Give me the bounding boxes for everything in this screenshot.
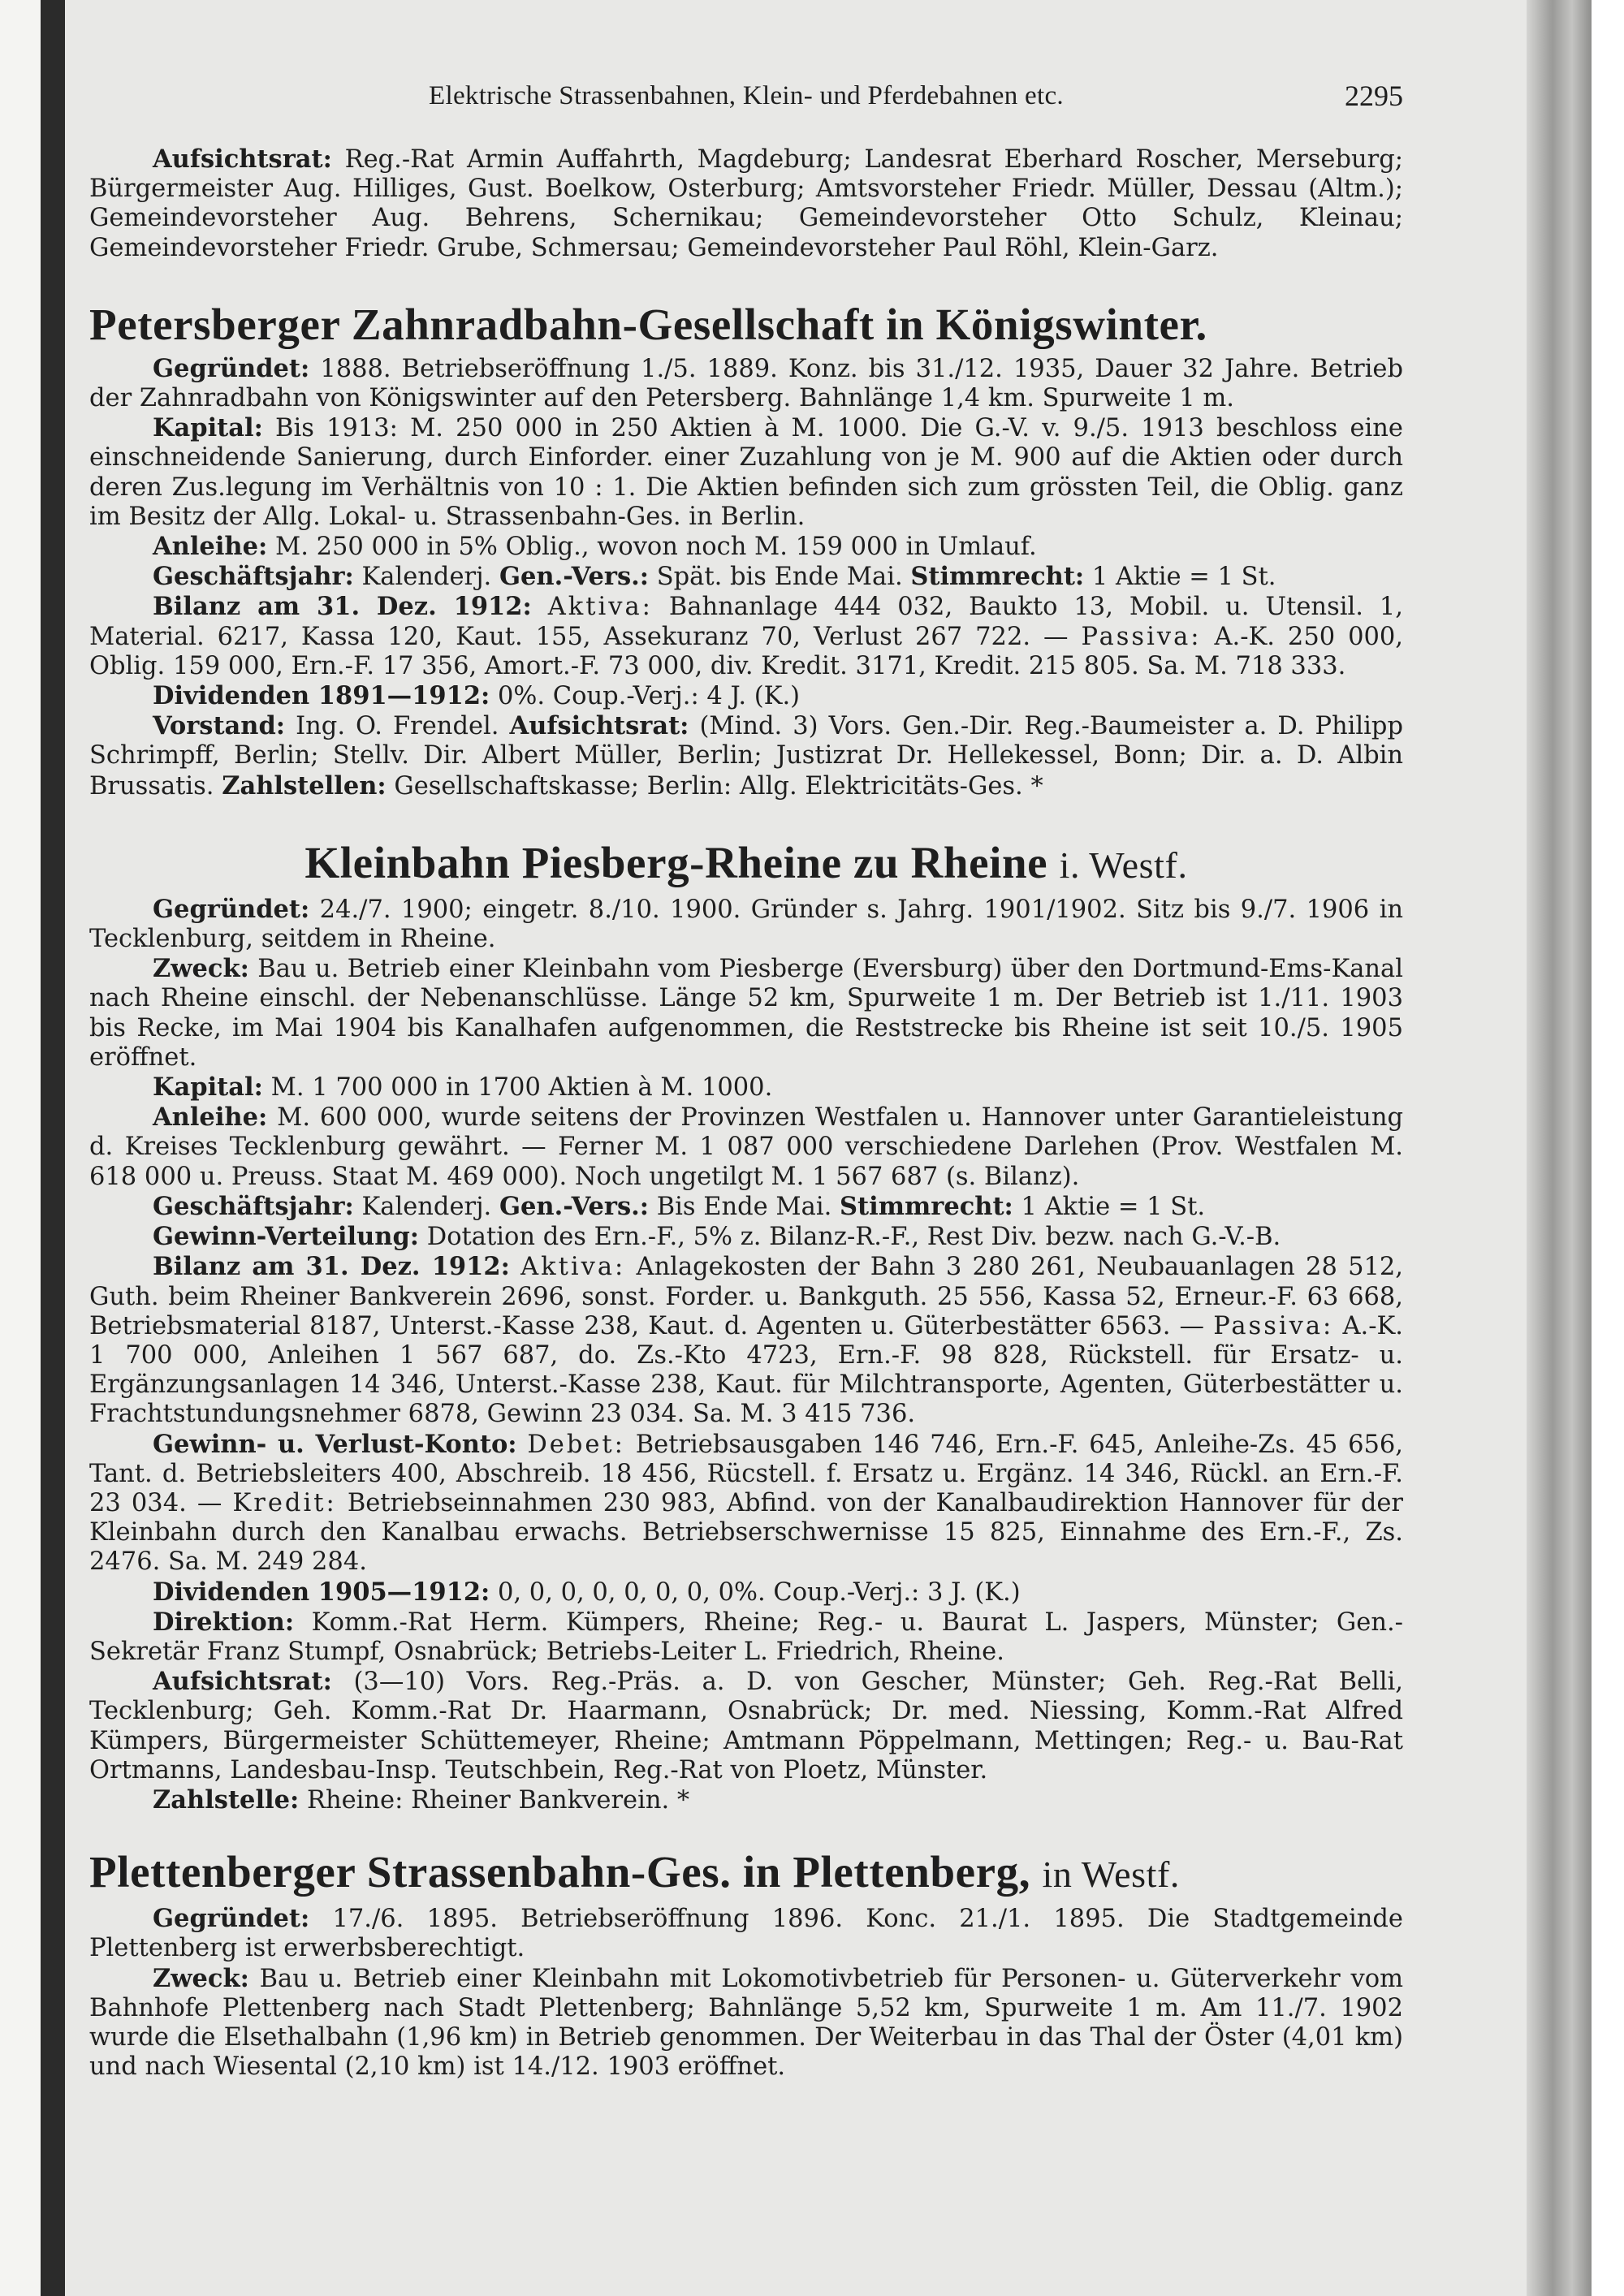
label: Geschäftsjahr: [153, 562, 354, 592]
entry-text: 0, 0, 0, 0, 0, 0, 0, 0%. Coup.-Verj.: 3 J. (K.) [498, 1577, 1021, 1607]
page-number: 2295 [1345, 80, 1403, 112]
scan-left-margin [0, 0, 41, 2296]
entry-geschaeftsjahr [89, 1192, 1403, 1222]
label: Gen.-Vers.: [499, 1191, 650, 1221]
entry-text: 24./7. 1900; eingetr. 8./10. 1900. Gründer s. Jahrg. 1901/1902. Sitz bis 9./7. 1906 in Tecklenburg, seitdem in Rheine. [89, 895, 1403, 954]
entry-gewinn-verlust [89, 1430, 1403, 1577]
scan-page-edges [1527, 0, 1592, 2296]
scan-binding-edge [41, 0, 65, 2296]
entry-text: Ing. O. Frendel. [296, 712, 499, 741]
entry-text: 1 Aktie = 1 St. [1021, 1192, 1206, 1221]
entry-text: (Mind. 3) Vors. Gen.-Dir. Reg.-Baumeister a. D. Philipp Schrimpff, Berlin; Stellv. Dir. Albert Müller, Berlin; Justizrat Dr. Hellekessel, Bonn; Dir. a. D. Albin Brussatis. [89, 712, 1403, 801]
aktiva-label: Aktiva: [520, 1253, 626, 1282]
entry-text: (3—10) Vors. Reg.-Präs. a. D. von Gescher, Münster; Geh. Reg.-Rat Belli, Tecklenburg; Geh. Komm.-Rat Dr. Haarmann, Osnabrück; Dr. med. Niessing, Komm.-Rat Alfred Kümpers, Bürgermeister Schüttemeyer, Rheine; Amtmann Pöppelmann, Mettingen; Reg.- u. Bau-Rat Ortmanns, Landesbau-Insp. Teutschbein, Reg.-Rat von Ploetz, Münster. [89, 1668, 1403, 1785]
label: Aufsichtsrat: [509, 711, 689, 741]
passiva-label: Passiva: [1081, 622, 1202, 651]
entry-zweck [89, 1964, 1403, 2082]
debet-label: Debet: [527, 1430, 625, 1459]
label: Aufsichtsrat: [153, 145, 332, 174]
entry-gegruendet [89, 354, 1403, 413]
kredit-label: Kredit: [232, 1488, 337, 1517]
scan-right-margin [1592, 0, 1624, 2296]
entry-text: Bis 1913: M. 250 000 in 250 Aktien à M. 1000. Die G.-V. v. 9./5. 1913 beschloss eine einschneidende Sanierung, durch Einforder. einer Zuzahlung von je M. 900 auf die Aktien oder durch deren Zus.legung im Verhältnis von 10 : 1. Die Aktien befinden sich zum grössten Teil, die Oblig. ganz im Besitz der Allg. Lokal- u. Strassenbahn-Ges. in Berlin. [89, 414, 1403, 531]
entry-anleihe [89, 1103, 1403, 1192]
label: Gewinn- u. Verlust-Konto: [153, 1429, 517, 1459]
entry-text: Gesellschaftskasse; Berlin: Allg. Elektricitäts-Ges. * [394, 771, 1043, 801]
entry-text: Dotation des Ern.-F., 5% z. Bilanz-R.-F., Rest Div. bezw. nach G.-V.-B. [426, 1223, 1281, 1252]
entry-direktion [89, 1608, 1403, 1667]
label: Geschäftsjahr: [153, 1191, 354, 1221]
label: Bilanz am 31. Dez. 1912: [153, 592, 532, 622]
label: Vorstand: [153, 711, 286, 741]
aktiva-label: Aktiva: [547, 593, 653, 622]
entry-text: Bahnanlage 444 032, Baukto 13, Mobil. u. Utensil. 1, Material. 6217, Kassa 120, Kaut. 155, Assekuranz 70, Verlust 267 722. — [89, 593, 1403, 651]
entry-bilanz [89, 592, 1403, 681]
label: Zahlstelle: [153, 1785, 300, 1815]
entry-text: A.-K. 1 700 000, Anleihen 1 567 687, do. Zs.-Kto 4723, Ern.-F. 98 828, Rückstell. für Ersatz- u. Ergänzungsanlagen 14 346, Unterst.-Kasse 238, Kaut. für Milchtransporte, Agenten, Güterbestätter u. Frachtstundungsnehmer 6878, Gewinn 23 034. Sa. M. 3 415 736. [89, 1311, 1403, 1429]
page-text [89, 81, 1403, 2082]
passiva-label: Passiva: [1213, 1311, 1334, 1340]
entry-aufsichtsrat [89, 1667, 1403, 1785]
entry-text: Kalenderj. [361, 1192, 492, 1221]
entry-text: Anlagekosten der Bahn 3 280 261, Neubauanlagen 28 512, Guth. beim Rheiner Bankverein 2696, sonst. Forder. u. Bankguth. 25 556, Kassa 52, Erneur.-F. 63 668, Betriebsmaterial 8187, Unterst.-Kasse 238, Kaut. d. Agenten u. Güterbestätter 6563. — [89, 1253, 1403, 1340]
label: Kapital: [153, 1072, 263, 1103]
entry-kapital [89, 1072, 1403, 1103]
label: Stimmrecht: [910, 562, 1085, 592]
entry-text: 0%. Coup.-Verj.: 4 J. (K.) [498, 682, 801, 711]
entry-dividenden [89, 681, 1403, 711]
entry-text: A.-K. 250 000, Oblig. 159 000, Ern.-F. 17 356, Amort.-F. 73 000, div. Kredit. 3171, Kredit. 215 805. Sa. M. 718 333. [89, 622, 1404, 680]
label: Anleihe: [153, 1103, 268, 1133]
label: Dividenden 1905—1912: [153, 1577, 490, 1607]
label: Gewinn-Verteilung: [153, 1222, 420, 1252]
running-header [89, 81, 1403, 122]
entry-bilanz [89, 1252, 1403, 1429]
label: Kapital: [153, 413, 263, 443]
entry-zahlstelle [89, 1785, 1403, 1815]
section-title-petersberg: Petersberger Zahnradbahn-Gesellschaft in Königswinter. [89, 299, 1207, 349]
label: Bilanz am 31. Dez. 1912: [153, 1252, 510, 1282]
label: Gegründet: [153, 353, 310, 383]
entry-vorstand [89, 711, 1403, 801]
entry-aufsichtsrat-previous [89, 145, 1403, 263]
section-title-piesberg [89, 834, 1403, 895]
entry-text: Rheine: Rheiner Bankverein. * [307, 1785, 690, 1815]
label: Gen.-Vers.: [499, 562, 650, 592]
section-title-plettenberg [89, 1843, 1403, 1904]
entry-zweck [89, 954, 1403, 1072]
label: Dividenden 1891—1912: [153, 681, 490, 711]
entry-text: M. 1 700 000 in 1700 Aktien à M. 1000. [270, 1073, 773, 1103]
title-main: Plettenberger Strassenbahn-Ges. in Plettenberg, [89, 1847, 1031, 1897]
entry-text: Bau u. Betrieb einer Kleinbahn vom Piesberge (Eversburg) über den Dortmund-Ems-Kanal nach Rheine einschl. der Nebenanschlüsse. Länge 52 km, Spurweite 1 m. Der Betrieb ist 1./11. 1903 bis Recke, im Mai 1904 bis Kanalhafen aufgenommen, die Reststrecke bis Rheine ist seit 10./5. 1905 eröffnet. [89, 955, 1403, 1072]
entry-text: 1 Aktie = 1 St. [1091, 563, 1276, 592]
label: Zahlstellen: [222, 770, 387, 801]
label: Anleihe: [153, 532, 268, 562]
entry-geschaeftsjahr [89, 562, 1403, 592]
entry-kapital [89, 413, 1403, 532]
entry-text: Bau u. Betrieb einer Kleinbahn mit Lokomotivbetrieb für Personen- u. Güterverkehr vom Bahnhofe Plettenberg nach Stadt Plettenberg; Bahnlänge 5,52 km, Spurweite 1 m. Am 11./7. 1902 wurde die Elsethalbahn (1,96 km) in Betrieb genommen. Der Weiterbau in das Thal der Öster (4,01 km) und nach Wiesental (2,10 km) ist 14./12. 1903 eröffnet. [89, 1964, 1403, 2082]
entry-text: Betriebsausgaben 146 746, Ern.-F. 645, Anleihe-Zs. 45 656, Tant. d. Betriebsleiters 400, Abschreib. 18 456, Rücstell. f. Ersatz u. Ergänz. 14 346, Rückl. an Ern.-F. 23 034. — [89, 1430, 1403, 1517]
entry-gegruendet [89, 1904, 1403, 1963]
running-title: Elektrische Strassenbahnen, Klein- und Pferdebahnen etc. [429, 81, 1064, 110]
entry-text: Bis Ende Mai. [656, 1192, 832, 1221]
label: Stimmrecht: [840, 1191, 1013, 1221]
title-main: Kleinbahn Piesberg-Rheine zu Rheine [304, 837, 1048, 887]
label: Zweck: [153, 1963, 249, 1993]
title-suffix: i. Westf. [1059, 844, 1188, 886]
entry-gegruendet [89, 895, 1403, 954]
entry-text: 1888. Betriebseröffnung 1./5. 1889. Konz. bis 31./12. 1935, Dauer 32 Jahre. Betrieb der Zahnradbahn von Königswinter auf den Petersberg. Bahnlänge 1,4 km. Spurweite 1 m. [89, 354, 1403, 413]
entry-text: Komm.-Rat Herm. Kümpers, Rheine; Reg.- u. Baurat L. Jaspers, Münster; Gen.-Sekretär Franz Stumpf, Osnabrück; Betriebs-Leiter L. Friedrich, Rheine. [89, 1608, 1403, 1666]
entry-gewinn-verteilung [89, 1222, 1403, 1252]
label: Direktion: [153, 1607, 295, 1637]
label: Zweck: [153, 954, 249, 984]
entry-text: 17./6. 1895. Betriebseröffnung 1896. Konc. 21./1. 1895. Die Stadtgemeinde Plettenberg ist erwerbsberechtigt. [89, 1905, 1403, 1963]
entry-dividenden [89, 1577, 1403, 1608]
entry-text: Betriebseinnahmen 230 983, Abfind. von der Kanalbaudirektion Hannover für der Kleinbahn durch den Kanalbau erwachs. Betriebserschwernisse 15 825, Einnahme des Ern.-F., Zs. 2476. Sa. M. 249 284. [89, 1488, 1403, 1577]
label: Gegründet: [153, 1904, 310, 1934]
label: Gegründet: [153, 894, 310, 924]
entry-anleihe [89, 532, 1403, 562]
entry-text: M. 600 000, wurde seitens der Provinzen Westfalen u. Hannover unter Garantieleistung d. Kreises Tecklenburg gewährt. — Ferner M. 1 087 000 verschiedene Darlehen (Prov. Westfalen M. 618 000 u. Preuss. Staat M. 469 000). Noch ungetilgt M. 1 567 687 (s. Bilanz). [89, 1103, 1403, 1191]
entry-text: M. 250 000 in 5% Oblig., wovon noch M. 159 000 in Umlauf. [274, 533, 1037, 562]
entry-text: Kalenderj. [361, 563, 492, 592]
entry-text: Spät. bis Ende Mai. [656, 563, 903, 592]
entry-text: Reg.-Rat Armin Auffahrth, Magdeburg; Landesrat Eberhard Roscher, Merseburg; Bürgermeister Aug. Hilliges, Gust. Boelkow, Osterburg; Amtsvorsteher Friedr. Müller, Dessau (Altm.); Gemeindevorsteher Aug. Behrens, Schernikau; Gemeindevorsteher Otto Schulz, Kleinau; Gemeindevorsteher Friedr. Grube, Schmersau; Gemeindevorsteher Paul Röhl, Klein-Garz. [89, 145, 1403, 262]
label: Aufsichtsrat: [153, 1667, 332, 1697]
title-suffix: in Westf. [1042, 1854, 1180, 1896]
